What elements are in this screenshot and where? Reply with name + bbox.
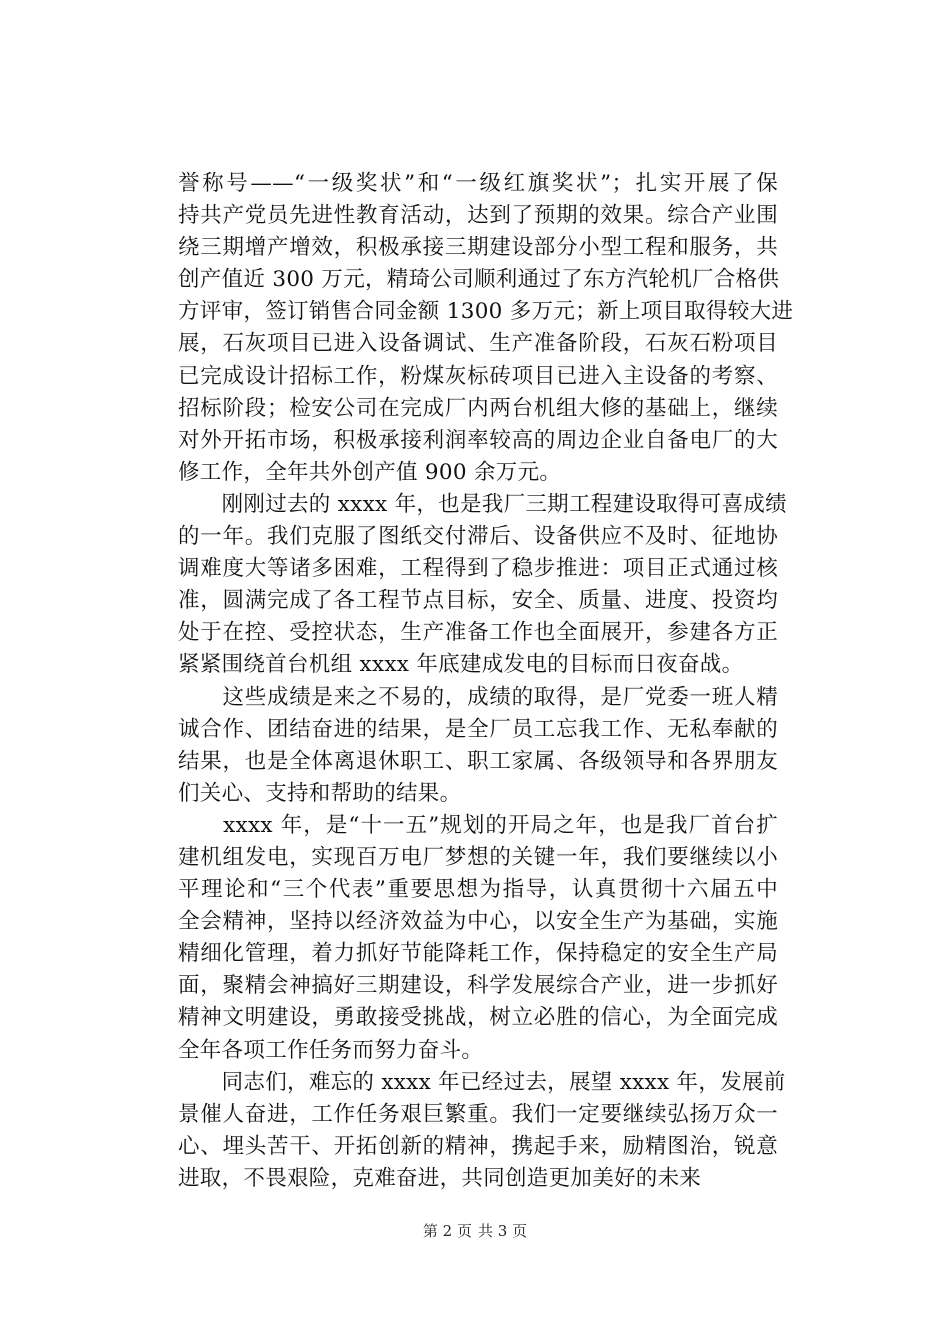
text-line: 面，聚精会神搞好三期建设，科学发展综合产业，进一步抓好 (178, 973, 778, 999)
text-line: 的一年。我们克服了图纸交付滞后、设备供应不及时、征地协 (178, 524, 778, 550)
text-line: 们关心、支持和帮助的结果。 (178, 780, 462, 806)
text-line: 心、埋头苦干、开拓创新的精神，携起手来，励精图治，锐意 (178, 1133, 778, 1159)
text-line: 绕三期增产增效，积极承接三期建设部分小型工程和服务，共 (178, 235, 778, 261)
text-line: 对外开拓市场，积极承接利润率较高的周边企业自备电厂的大 (178, 427, 778, 453)
text-line: 展，石灰项目已进入设备调试、生产准备阶段，石灰石粉项目 (178, 331, 778, 357)
text-line: 持共产党员先进性教育活动，达到了预期的效果。综合产业围 (178, 203, 778, 229)
page-footer (0, 1221, 950, 1241)
text-line: 准，圆满完成了各工程节点目标，安全、质量、进度、投资均 (178, 588, 778, 614)
text-line: 进取，不畏艰险，克难奋进，共同创造更加美好的未来 (178, 1165, 702, 1191)
text-line: 同志们，难忘的 xxxx 年已经过去，展望 xxxx 年，发展前 (178, 1069, 786, 1095)
text-line: xxxx 年，是“十一五”规划的开局之年，也是我厂首台扩 (178, 812, 778, 838)
text-line: 修工作，全年共外创产值 900 余万元。 (178, 459, 562, 485)
text-line: 已完成设计招标工作，粉煤灰标砖项目已进入主设备的考察、 (178, 363, 778, 389)
text-line: 建机组发电，实现百万电厂梦想的关键一年，我们要继续以小 (178, 844, 778, 870)
text-line: 处于在控、受控状态，生产准备工作也全面展开，参建各方正 (178, 620, 778, 646)
text-line: 方评审，签订销售合同金额 1300 多万元；新上项目取得较大进 (178, 299, 794, 325)
text-line: 紧紧围绕首台机组 xxxx 年底建成发电的目标而日夜奋战。 (178, 652, 744, 678)
page-number-current: 第 2 页 (422, 1222, 472, 1240)
text-line: 诚合作、团结奋进的结果，是全厂员工忘我工作、无私奉献的 (178, 716, 778, 742)
text-line: 创产值近 300 万元，精琦公司顺利通过了东方汽轮机厂合格供 (178, 267, 780, 293)
text-line: 平理论和“三个代表”重要思想为指导，认真贯彻十六届五中 (178, 877, 778, 903)
text-line: 精神文明建设，勇敢接受挑战，树立必胜的信心，为全面完成 (178, 1005, 778, 1031)
page-number-total: 共 3 页 (478, 1222, 528, 1240)
text-line: 精细化管理，着力抓好节能降耗工作，保持稳定的安全生产局 (178, 941, 778, 967)
text-line: 招标阶段；检安公司在完成厂内两台机组大修的基础上，继续 (178, 395, 778, 421)
text-line: 刚刚过去的 xxxx 年，也是我厂三期工程建设取得可喜成绩 (178, 491, 787, 517)
text-line: 景催人奋进，工作任务艰巨繁重。我们一定要继续弘扬万众一 (178, 1101, 778, 1127)
text-line: 誉称号——“一级奖状”和“一级红旗奖状”；扎实开展了保 (178, 171, 778, 196)
text-line: 调难度大等诸多困难，工程得到了稳步推进：项目正式通过核 (178, 556, 778, 582)
text-line: 全会精神，坚持以经济效益为中心，以安全生产为基础，实施 (178, 909, 778, 935)
text-line: 结果，也是全体离退休职工、职工家属、各级领导和各界朋友 (178, 748, 778, 774)
text-line: 全年各项工作任务而努力奋斗。 (178, 1037, 484, 1063)
text-line: 这些成绩是来之不易的，成绩的取得，是厂党委一班人精 (178, 684, 778, 710)
document-body (178, 168, 794, 1195)
